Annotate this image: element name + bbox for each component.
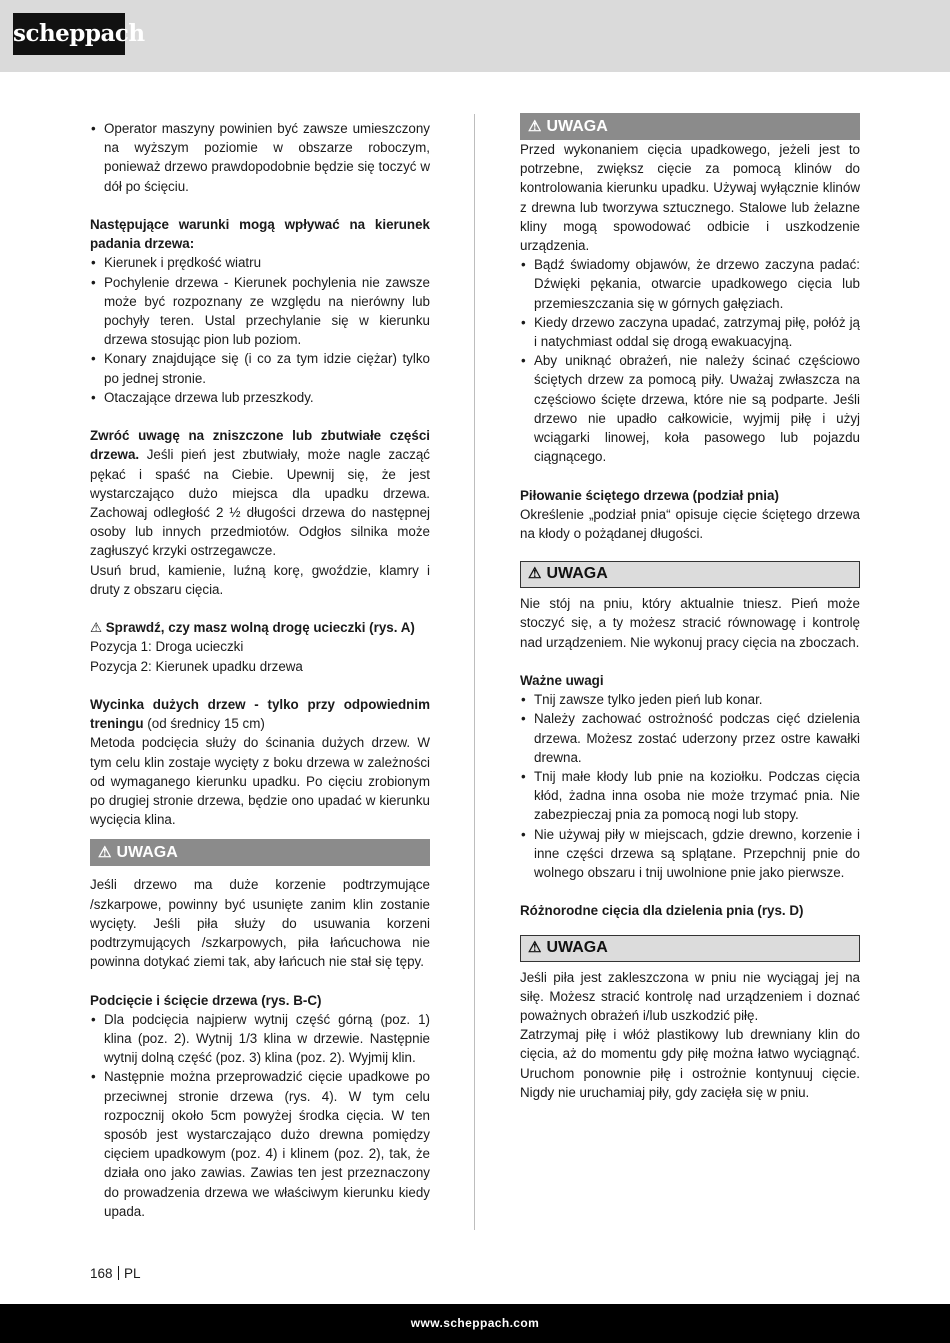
warning-text: Jeśli drzewo ma duże korzenie podtrzymujące /szkarpowe, powinny być usunięte zanim klin zostanie wycięty. Jeśli piła służy do usuwania korzeni podtrzymujących /szkarpowych, piła łańcuchowa nie powinna dotykać ziemi tak, aby łańcuch nie stał się tępy. (90, 877, 430, 970)
list-item: • Operator maszyny powinien być zawsze umieszczony na wyższym poziomie w obszarze roboczym, ponieważ drzewo prawdopodobnie będzie się toczyć w dół po ścięciu. (90, 119, 430, 196)
position-1: Pozycja 1: Droga ucieczki (90, 639, 244, 655)
left-column (90, 119, 430, 1221)
warning-banner: ⚠ UWAGA (520, 935, 860, 962)
notch-method-paragraph: Metoda podcięcia służy do ścinania dużych drzew. W tym celu klin zostaje wycięty z boku drzewa w zależności od wymaganego kierunku upadku. Po cięciu zrobionym po drugiej stronie drzewa, będzie ono upadać w kierunku wycięcia klina. (90, 735, 430, 828)
section-heading: Podcięcie i ścięcie drzewa (rys. B-C) (90, 992, 322, 1008)
warning-icon: ⚠ (528, 565, 542, 583)
important-notes-list (520, 690, 860, 882)
list-item: • Bądź świadomy objawów, że drzewo zaczyna padać: Dźwięki pękania, otwarcie upadkowego cięcia lub przemieszczania się w górnych gałęziach. (520, 255, 860, 313)
operator-list (90, 119, 430, 196)
list-item: • Dla podcięcia najpierw wytnij część górną (poz. 1) klina (poz. 2). Wytnij 1/3 klina w drzewie. Następnie wytnij dolną część (poz. 3) klina (poz. 2). Wyjmij klin. (90, 1010, 430, 1068)
right-column (520, 113, 860, 1102)
escape-route-heading: ⚠ Sprawdź, czy masz wolną drogę ucieczki (rys. A) (90, 620, 415, 636)
list-item: • Aby uniknąć obrażeń, nie należy ścinać częściowo ściętych drzew za pomocą piły. Uważaj zwłaszcza na częściowo ścięte drzewa, które nie są podparte. Jeśli drzewo nie upadło całkowicie, wyjmij piłę i użyj wciągarki linowej, koła pasowego lub pojazdu ciągnącego. (520, 351, 860, 466)
list-item: • Konary znajdujące się (i co za tym idzie ciężar) tylko po jednej stronie. (90, 349, 430, 387)
list-item: • Nie używaj piły w miejscach, gdzie drewno, korzenie i inne części drzewa są splątane. Przepchnij pnie do wolnego obszaru i tnij uwolnione pnie jako pierwsze. (520, 825, 860, 883)
falling-tree-list (520, 255, 860, 466)
stuck-saw-paragraph: Zatrzymaj piłę i włóż plastikowy lub drewniany klin do cięcia, aż do momentu gdy piłę można łatwo wyciągnąć. Uruchom ponownie piłę i ostrożnie kontynuuj cięcie. Nigdy nie uruchamiaj piły, gdy zacięła się w pniu. (520, 1027, 860, 1100)
list-item: • Pochylenie drzewa - Kierunek pochylenia nie zawsze może być rozpoznany ze względu na nierówny lub pochyły teren. Ustal przechylanie się w kierunku drzewa stosując pion lub poziom. (90, 273, 430, 350)
warning-text: Przed wykonaniem cięcia upadkowego, jeżeli jest to potrzebne, zwiększ cięcie za pomocą klinów do kontrolowania kierunku upadku. Używaj wyłącznie klinów z drewna lub tworzywa sztucznego. Stalowe lub żelazne kliny mogą spowodować odbicie i uszkodzenie urządzenia. (520, 142, 860, 254)
felling-steps-list (90, 1010, 430, 1221)
section-heading: Ważne uwagi (520, 673, 604, 689)
clear-area-paragraph: Usuń brud, kamienie, luźną korę, gwoździe, klamry i druty z obszaru cięcia. (90, 562, 430, 597)
footer-bar (0, 1304, 950, 1343)
separator (118, 1266, 120, 1280)
warning-icon: ⚠ (528, 118, 542, 135)
section-heading: Następujące warunki mogą wpływać na kierunek padania drzewa: (90, 217, 430, 252)
list-item: • Należy zachować ostrożność podczas cięć dzielenia drzewa. Możesz zostać uderzony przez ostre kawałki drewna. (520, 709, 860, 767)
warning-banner: ⚠ UWAGA (520, 113, 860, 140)
warning-icon: ⚠ (528, 938, 542, 956)
warning-text: Nie stój na pniu, który aktualnie tniesz. Pień może stoczyć się, a ty możesz stracić równowagę i kontrolę nad urządzeniem. Nie wykonuj pracy cięcia na zboczach. (520, 596, 860, 650)
position-2: Pozycja 2: Kierunek upadku drzewa (90, 658, 303, 674)
website-link[interactable]: www.scheppach.com (410, 1316, 540, 1330)
list-item: • Otaczające drzewa lub przeszkody. (90, 388, 430, 407)
warning-banner: ⚠ UWAGA (520, 561, 860, 588)
list-item: • Kierunek i prędkość wiatru (90, 253, 430, 272)
scheppach-logo: scheppach (13, 13, 125, 55)
large-trees-heading: Wycinka dużych drzew - tylko przy odpowiednim treningu (od średnicy 15 cm) (90, 697, 430, 732)
warning-banner: ⚠ UWAGA (90, 839, 430, 866)
list-item: • Tnij zawsze tylko jeden pień lub konar. (520, 690, 860, 709)
list-item: • Następnie można przeprowadzić cięcie upadkowe po przeciwnej stronie drzewa (rys. 4). W tym celu rozpocznij około 5cm powyżej środka cięcia. W ten sposób jest wystarczająco dużo drewna pomiędzy cięciem upadkowym (poz. 4) i klinem (poz. 2), tak, że działa ono jako zawias. Zawias ten jest przeznaczony do prowadzenia drzewa we właściwym kierunku kiedy upada. (90, 1067, 430, 1221)
list-item: • Kiedy drzewo zaczyna upadać, zatrzymaj piłę, połóż ją i natychmiast oddal się drogą ewakuacyjną. (520, 313, 860, 351)
rotten-tree-paragraph: Zwróć uwagę na zniszczone lub zbutwiałe części drzewa. Jeśli pień jest zbutwiały, może nagle zacząć pękać i spaść na Ciebie. Upewnij się, że jest wystarczająco dużo miejsca dla upadku drzewa. Zachowaj odległość 2 ½ długości drzewa do następnej osoby lub innych przedmiotów. Odgłos silnika może zagłuszyć krzyki ostrzegawcze. (90, 428, 430, 559)
warning-icon: ⚠ (90, 620, 103, 636)
section-heading: Różnorodne cięcia dla dzielenia pnia (rys. D) (520, 903, 804, 919)
header-bar (0, 0, 950, 72)
warning-text: Jeśli piła jest zakleszczona w pniu nie wyciągaj jej na siłę. Możesz stracić kontrolę nad urządzeniem i doznać poważnych obrażeń i/lub uszkodzić piłę. (520, 969, 860, 1024)
column-divider (474, 114, 475, 1230)
list-item: • Tnij małe kłody lub pnie na koziołku. Podczas cięcia kłód, żadna inna osoba nie może trzymać pnia. Nie zabezpieczaj pnia za pomocą nogi lub stopy. (520, 767, 860, 825)
conditions-list (90, 253, 430, 407)
warning-icon: ⚠ (98, 844, 112, 862)
bucking-paragraph: Określenie „podział pnia“ opisuje cięcie ściętego drzewa na kłody o pożądanej długości. (520, 506, 860, 542)
section-heading: Piłowanie ściętego drzewa (podział pnia) (520, 487, 779, 503)
page-number: 168 PL (90, 1266, 141, 1281)
